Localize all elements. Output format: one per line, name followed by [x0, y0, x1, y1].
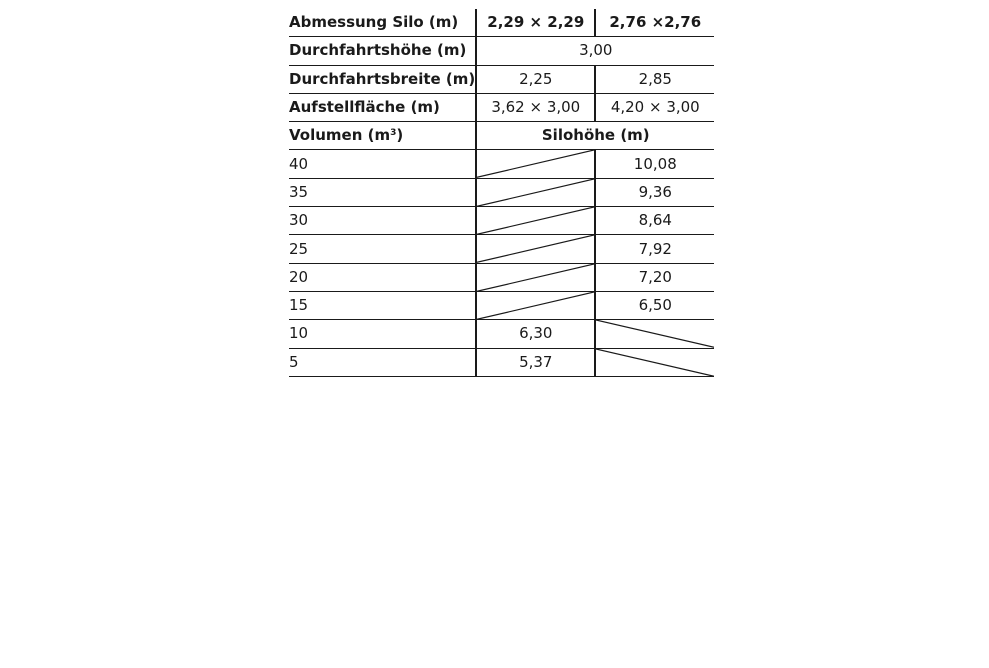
aufstellflaeche-value-1: 3,62 × 3,00: [476, 93, 595, 121]
volumen-label-sup: 3: [390, 128, 397, 139]
dimension-label: Abmessung Silo (m): [289, 9, 476, 37]
volume-value: 10: [289, 320, 476, 348]
volume-value: 25: [289, 235, 476, 263]
volume-row: [289, 235, 714, 263]
silo-dimensions-table: [289, 9, 714, 377]
durchfahrtsbreite-value-1: 2,25: [476, 65, 595, 93]
silo-height-value-1: 6,30: [476, 320, 595, 348]
not-available-cell: [476, 207, 595, 235]
volume-value: 35: [289, 178, 476, 206]
volume-value: 5: [289, 348, 476, 376]
durchfahrtshoehe-value: 3,00: [476, 37, 714, 65]
volume-value: 30: [289, 207, 476, 235]
volumen-header-row: [289, 122, 714, 150]
volume-value: 15: [289, 291, 476, 319]
durchfahrtsbreite-label: Durchfahrtsbreite (m): [289, 65, 476, 93]
not-available-cell: [476, 291, 595, 319]
volume-row: [289, 178, 714, 206]
not-available-cell: [476, 150, 595, 178]
aufstellflaeche-row: [289, 93, 714, 121]
volume-rows: [289, 150, 714, 376]
not-available-cell: [476, 263, 595, 291]
diagonal-hatch-icon: [477, 235, 594, 262]
diagonal-hatch-icon: [477, 179, 594, 206]
volume-row: [289, 263, 714, 291]
diagonal-hatch-icon: [477, 264, 594, 291]
silo-height-value-2: 10,08: [595, 150, 714, 178]
silohoehe-label: Silohöhe (m): [476, 122, 714, 150]
volume-value: 20: [289, 263, 476, 291]
volumen-label: [289, 122, 476, 150]
not-available-cell: [595, 348, 714, 376]
volumen-label-close: ): [396, 126, 404, 145]
header-row: [289, 9, 714, 37]
silo-height-value-1: 5,37: [476, 348, 595, 376]
not-available-cell: [595, 320, 714, 348]
volume-row: [289, 320, 714, 348]
diagonal-hatch-icon: [477, 292, 594, 319]
diagonal-hatch-icon: [596, 349, 714, 376]
aufstellflaeche-value-2: 4,20 × 3,00: [595, 93, 714, 121]
durchfahrtshoehe-label: Durchfahrtshöhe (m): [289, 37, 476, 65]
silo-size-1: 2,29 × 2,29: [476, 9, 595, 37]
durchfahrtshoehe-row: [289, 37, 714, 65]
silo-height-value-2: 7,92: [595, 235, 714, 263]
diagonal-hatch-icon: [477, 207, 594, 234]
not-available-cell: [476, 178, 595, 206]
silo-height-value-2: 6,50: [595, 291, 714, 319]
durchfahrtsbreite-row: [289, 65, 714, 93]
silo-height-value-2: 7,20: [595, 263, 714, 291]
volume-value: 40: [289, 150, 476, 178]
silo-height-value-2: 8,64: [595, 207, 714, 235]
silo-size-2: 2,76 ×2,76: [595, 9, 714, 37]
diagonal-hatch-icon: [596, 320, 714, 347]
volume-row: [289, 291, 714, 319]
volume-row: [289, 207, 714, 235]
diagonal-hatch-icon: [477, 150, 594, 177]
aufstellflaeche-label: Aufstellfläche (m): [289, 93, 476, 121]
silo-height-value-2: 9,36: [595, 178, 714, 206]
volume-row: [289, 150, 714, 178]
volumen-label-text: Volumen (m: [289, 126, 391, 145]
durchfahrtsbreite-value-2: 2,85: [595, 65, 714, 93]
volume-row: [289, 348, 714, 376]
not-available-cell: [476, 235, 595, 263]
